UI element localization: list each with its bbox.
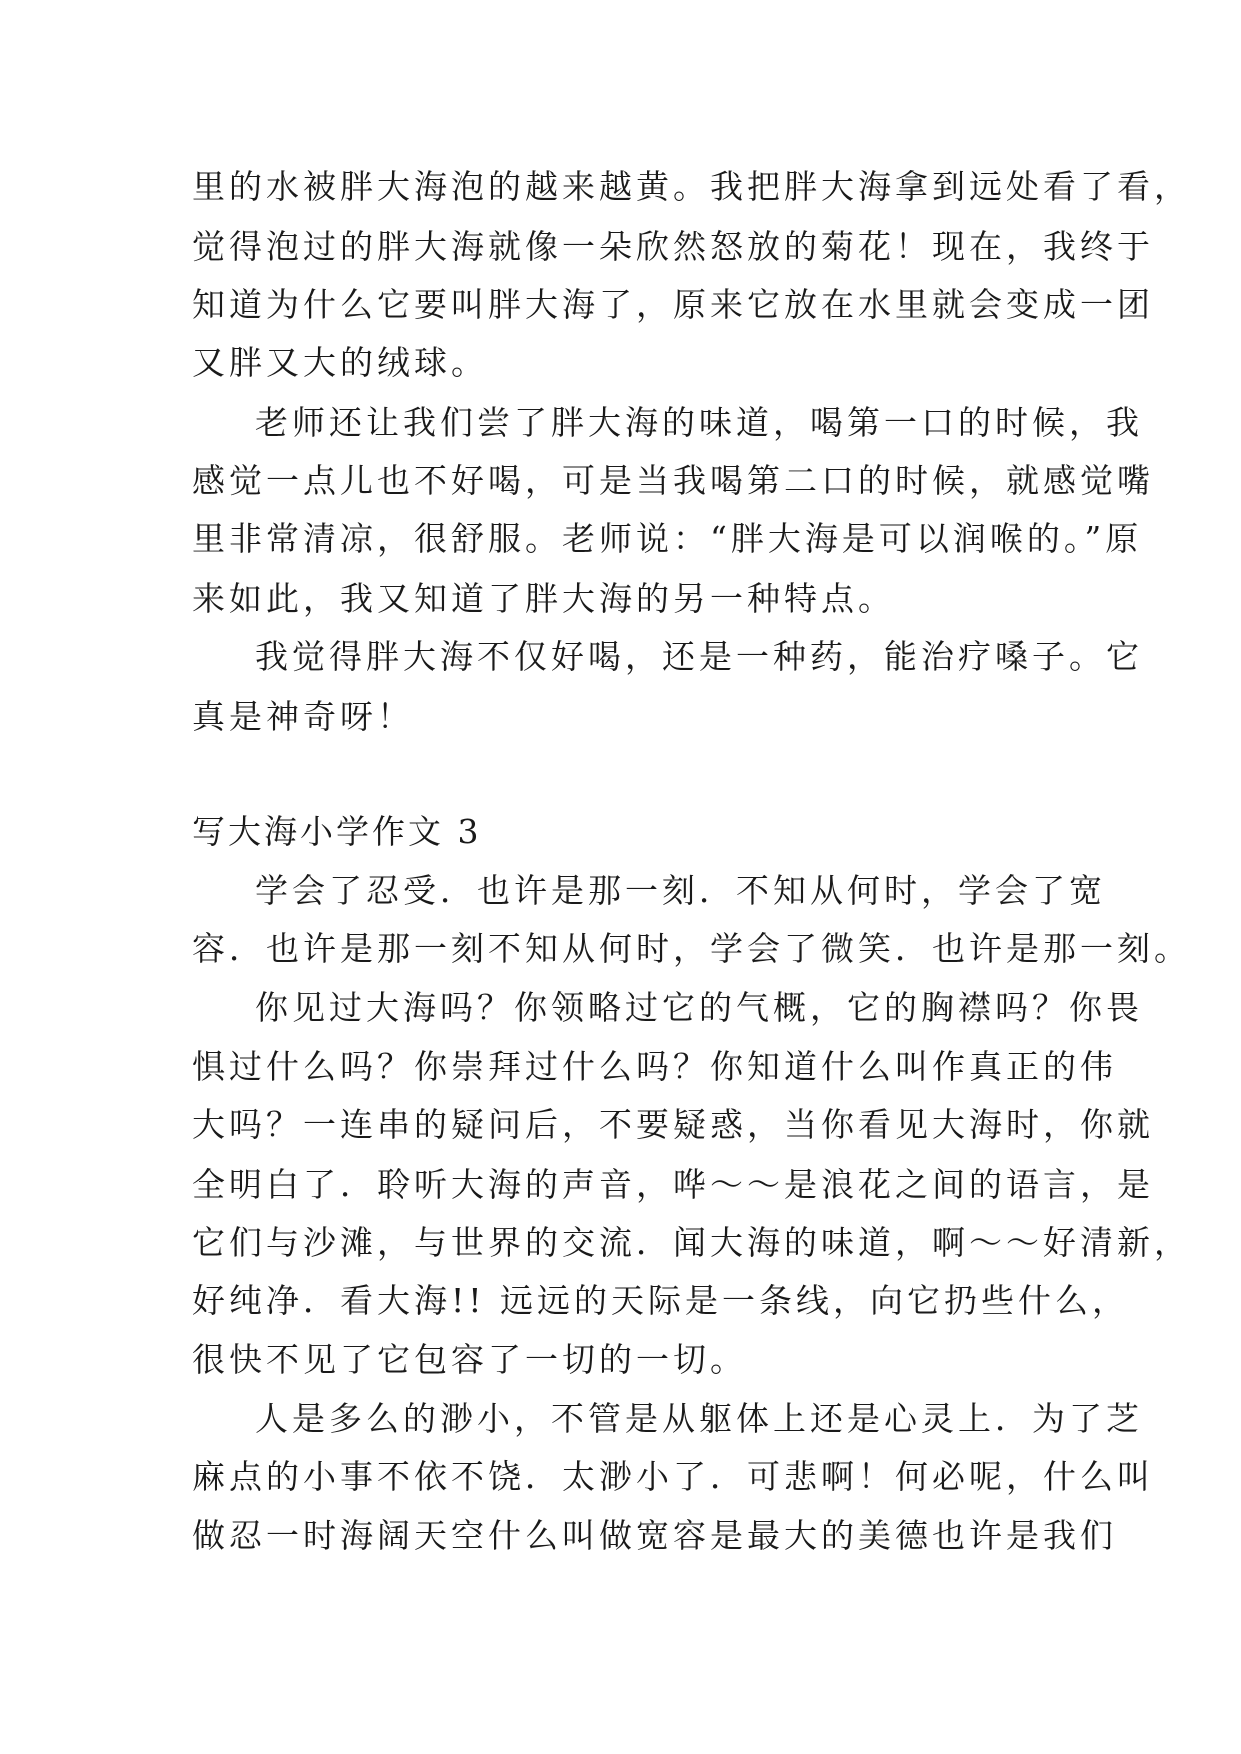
text-line: 大吗？一连串的疑问后，不要疑惑，当你看见大海时，你就 [192,1105,1154,1144]
text-line: 全明白了．聆听大海的声音，哗～～是浪花之间的语言，是 [192,1165,1154,1204]
text-line: 来如此，我又知道了胖大海的另一种特点。 [192,579,895,618]
paragraph-first-line: 你见过大海吗？你领略过它的气概，它的胸襟吗？你畏 [255,988,1143,1027]
text-line: 知道为什么它要叫胖大海了，原来它放在水里就会变成一团 [192,285,1154,324]
paragraph-first-line: 老师还让我们尝了胖大海的味道，喝第一口的时候，我 [255,403,1143,442]
section-heading: 写大海小学作文 3 [192,812,482,851]
text-line: 觉得泡过的胖大海就像一朵欣然怒放的菊花！现在，我终于 [192,227,1154,266]
text-line: 很快不见了它包容了一切的一切。 [192,1340,747,1379]
text-line: 容．也许是那一刻不知从何时，学会了微笑．也许是那一刻。 [192,929,1191,968]
text-line: 惧过什么吗？你崇拜过什么吗？你知道什么叫作真正的伟 [192,1047,1117,1086]
text-line: 感觉一点儿也不好喝，可是当我喝第二口的时候，就感觉嘴 [192,461,1154,500]
paragraph-first-line: 人是多么的渺小，不管是从躯体上还是心灵上．为了芝 [255,1399,1143,1438]
text-line: 真是神奇呀！ [192,697,414,736]
text-line: 里非常清凉，很舒服。老师说：“胖大海是可以润喉的。”原 [192,519,1143,558]
text-line: 做忍一时海阔天空什么叫做宽容是最大的美德也许是我们 [192,1516,1117,1555]
text-line: 好纯净．看大海!! 远远的天际是一条线，向它扔些什么， [192,1281,1130,1320]
paragraph-first-line: 我觉得胖大海不仅好喝，还是一种药，能治疗嗓子。它 [255,637,1143,676]
text-line: 它们与沙滩，与世界的交流．闻大海的味道，啊～～好清新， [192,1223,1191,1262]
text-line: 麻点的小事不依不饶．太渺小了．可悲啊！何必呢，什么叫 [192,1457,1154,1496]
paragraph-first-line: 学会了忍受．也许是那一刻．不知从何时，学会了宽 [255,871,1106,910]
text-line: 又胖又大的绒球。 [192,343,488,382]
text-line: 里的水被胖大海泡的越来越黄。我把胖大海拿到远处看了看， [192,167,1191,206]
